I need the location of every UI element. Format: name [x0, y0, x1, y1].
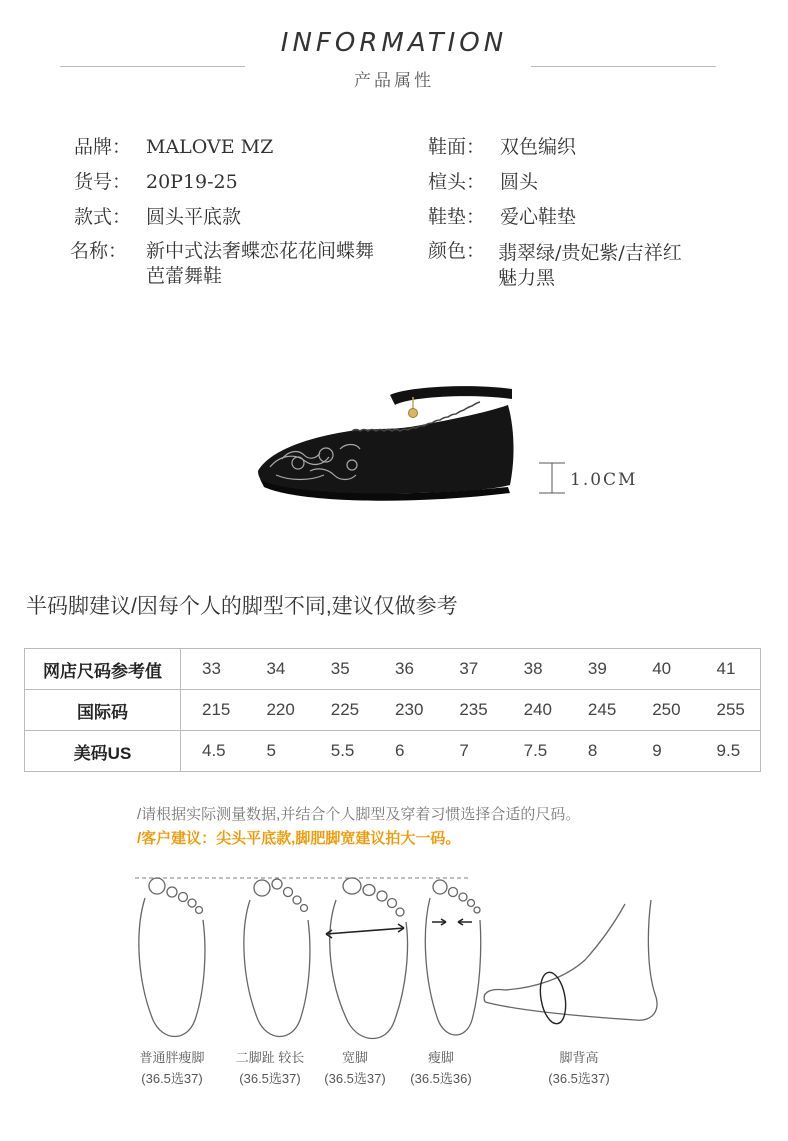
table-cell: 250: [631, 690, 695, 731]
table-cell: 34: [245, 649, 309, 690]
name-value-line2: 芭蕾舞鞋: [146, 265, 223, 287]
table-cell: 33: [181, 649, 246, 690]
foot-normal-icon: [139, 878, 205, 1037]
size-hint: 半码脚建议/因每个人的脚型不同,建议仅做参考: [26, 595, 458, 618]
section-title-en: INFORMATION: [280, 28, 508, 58]
table-cell: 225: [310, 690, 374, 731]
table-cell: 39: [567, 649, 631, 690]
table-cell: 37: [438, 649, 502, 690]
product-info: [0, 0, 788, 300]
foot-high-instep-icon: [484, 900, 657, 1026]
table-cell: 7.5: [503, 731, 567, 772]
brand-value: MALOVE MZ: [146, 136, 274, 158]
foot-type-name: 普通胖瘦脚: [139, 1050, 205, 1065]
table-cell: 5: [245, 731, 309, 772]
table-cell: 215: [181, 690, 246, 731]
shoe-image: [240, 375, 540, 505]
foot-type-name: 二脚趾 较长: [235, 1050, 305, 1065]
table-cell: 230: [374, 690, 438, 731]
table-cell: 7: [438, 731, 502, 772]
foot-type-advice: (36.5选37): [239, 1071, 301, 1086]
heel-height-marker: [537, 462, 567, 494]
table-cell: 245: [567, 690, 631, 731]
foot-type-name: 宽脚: [341, 1050, 368, 1065]
item-no-label: 货号：: [74, 171, 132, 193]
foot-type-advice: (36.5选37): [141, 1071, 203, 1086]
color-label: 颜色：: [428, 240, 486, 262]
table-cell: 36: [374, 649, 438, 690]
foot-type-name: 瘦脚: [427, 1050, 454, 1065]
table-cell: 9: [631, 731, 695, 772]
table-row: [25, 690, 761, 731]
table-cell: 8: [567, 731, 631, 772]
heel-height-label: 1.0CM: [570, 470, 638, 490]
color-value: 翡翠绿/贵妃紫/吉祥红: [498, 242, 682, 264]
foot-wide-icon: [326, 878, 408, 1039]
style-value: 圆头平底款: [146, 206, 242, 228]
name-label: 名称：: [70, 240, 128, 262]
item-no-value: 20P19-25: [146, 171, 238, 193]
table-cell: 220: [245, 690, 309, 731]
table-cell: 235: [438, 690, 502, 731]
insole-value: 爱心鞋垫: [500, 206, 577, 228]
foot-type-advice: (36.5选37): [324, 1071, 386, 1086]
foot-type-name: 脚背高: [559, 1050, 599, 1065]
table-cell: 240: [503, 690, 567, 731]
style-label: 款式：: [74, 206, 132, 228]
row-header: 网店尺码参考值: [25, 649, 181, 690]
row-header: 国际码: [25, 690, 181, 731]
table-cell: 9.5: [696, 731, 761, 772]
table-cell: 38: [503, 649, 567, 690]
foot-slim-icon: [425, 880, 480, 1035]
customer-advice: /客户建议：尖头平底款,脚肥脚宽建议拍大一码。: [137, 830, 461, 847]
foot-type-advice: (36.5选36): [410, 1071, 472, 1086]
table-cell: 41: [696, 649, 761, 690]
table-cell: 35: [310, 649, 374, 690]
measure-note: /请根据实际测量数据,并结合个人脚型及穿着习惯选择合适的尺码。: [137, 806, 581, 823]
table-cell: 255: [696, 690, 761, 731]
foot-type-advice: (36.5选37): [548, 1071, 610, 1086]
foot-type-illustration: [125, 870, 665, 1050]
foot-caption-normal: [122, 1047, 222, 1089]
table-cell: 4.5: [181, 731, 246, 772]
color-value-line2: 魅力黑: [498, 267, 556, 289]
foot-caption-high-instep: [529, 1047, 629, 1089]
table-cell: 6: [374, 731, 438, 772]
foot-caption-slim: [391, 1047, 491, 1089]
insole-label: 鞋垫：: [428, 206, 486, 228]
foot-caption-wide: [305, 1047, 405, 1089]
toe-label: 楦头：: [428, 171, 486, 193]
toe-value: 圆头: [500, 171, 539, 193]
brand-label: 品牌：: [74, 136, 132, 158]
upper-label: 鞋面：: [428, 136, 486, 158]
row-header: 美码US: [25, 731, 181, 772]
name-value: 新中式法奢蝶恋花花间蝶舞: [146, 240, 375, 262]
size-table: [24, 648, 761, 772]
table-cell: 40: [631, 649, 695, 690]
table-row: [25, 731, 761, 772]
section-title-zh: 产品属性: [354, 71, 434, 90]
upper-value: 双色编织: [500, 136, 577, 158]
foot-long-second-toe-icon: [244, 879, 310, 1037]
table-row: [25, 649, 761, 690]
table-cell: 5.5: [310, 731, 374, 772]
